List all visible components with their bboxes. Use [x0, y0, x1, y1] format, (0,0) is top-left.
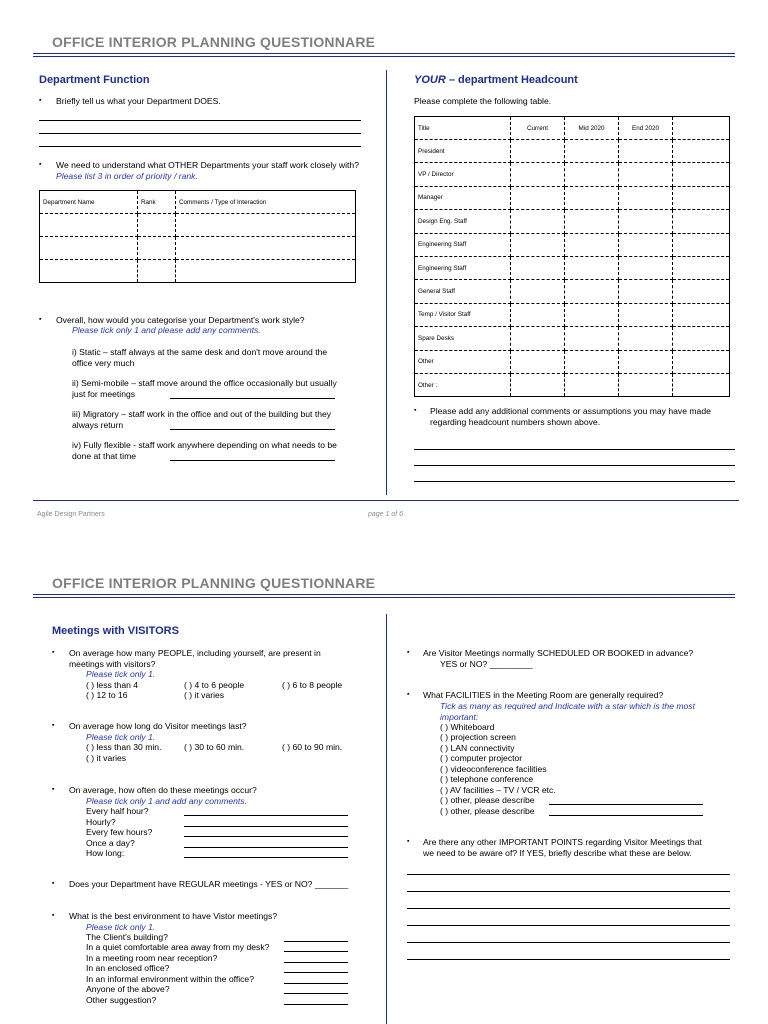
frequency-hint: Please tick only 1 and add any comments. — [86, 796, 247, 806]
headcount-intro: Please complete the following table. — [414, 96, 552, 106]
option-6-to-8[interactable]: ( ) 6 to 8 people — [282, 680, 343, 690]
answer-line[interactable] — [184, 836, 348, 837]
headcount-row — [415, 186, 730, 209]
facility-projector[interactable]: ( ) computer projector — [440, 753, 523, 763]
col-header: Title — [415, 117, 511, 140]
headcount-cell[interactable] — [511, 233, 565, 256]
headcount-cell[interactable] — [619, 140, 673, 163]
environment-option[interactable]: In an informal environment within the office? — [86, 974, 254, 984]
answer-line[interactable] — [284, 972, 348, 973]
q-dept-does: Briefly tell us what your Department DOES. — [56, 96, 221, 106]
table-cell[interactable] — [138, 237, 176, 260]
answer-line[interactable] — [407, 959, 730, 960]
headcount-cell[interactable] — [673, 280, 730, 303]
headcount-cell[interactable] — [511, 256, 565, 279]
footer-page-number: page 1 of 6 — [368, 511, 404, 518]
title-rule-bottom — [33, 597, 735, 598]
headcount-cell[interactable] — [565, 256, 619, 279]
q-meeting-frequency: On average, how often do these meetings occur? — [69, 785, 257, 795]
answer-line[interactable] — [184, 857, 348, 858]
answer-line[interactable] — [284, 1004, 348, 1005]
facility-telephone[interactable]: ( ) telephone conference — [440, 774, 534, 784]
answer-line[interactable] — [407, 908, 730, 909]
answer-line[interactable] — [549, 815, 703, 816]
facility-lan[interactable]: ( ) LAN connectivity — [440, 743, 515, 753]
answer-line[interactable] — [407, 925, 730, 926]
q-work-style-hint: Please tick only 1 and please add any comments. — [72, 325, 261, 335]
column-divider — [386, 614, 387, 1024]
headcount-cell[interactable] — [511, 373, 565, 396]
row-title: Engineering Staff — [415, 256, 511, 279]
style-option-static[interactable]: i) Static – staff always at the same desk and don't move around the office very much — [72, 347, 328, 368]
answer-line[interactable] — [184, 826, 348, 827]
headcount-row — [415, 140, 730, 163]
headcount-cell[interactable] — [565, 210, 619, 233]
bullet-icon: ▪ — [407, 649, 410, 656]
environment-option[interactable]: In a quiet comfortable area away from my desk? — [86, 942, 270, 952]
headcount-cell[interactable] — [565, 233, 619, 256]
q-other-depts: We need to understand what OTHER Departments your staff work closely with? Please list 3 in order of priority / rank. — [56, 160, 359, 181]
headcount-cell[interactable] — [565, 350, 619, 373]
answer-line[interactable] — [284, 983, 348, 984]
table-cell[interactable] — [176, 214, 356, 237]
q-scheduled: Are Visitor Meetings normally SCHEDULED OR BOOKED in advance? YES or NO? _________ — [423, 648, 694, 669]
headcount-cell[interactable] — [619, 327, 673, 350]
row-title: Spare Desks — [415, 327, 511, 350]
col-header: Department Name — [40, 191, 138, 214]
headcount-cell[interactable] — [619, 303, 673, 326]
answer-line[interactable] — [284, 941, 348, 942]
visitors-heading: Meetings with VISITORS — [52, 625, 179, 637]
col-header: Comments / Type of Interaction — [176, 191, 356, 214]
headcount-row — [415, 163, 730, 186]
bullet-icon: ▪ — [414, 407, 417, 414]
option-it-varies[interactable]: ( ) it varies — [184, 690, 225, 700]
option-less-than-30[interactable]: ( ) less than 30 min. — [86, 742, 162, 752]
frequency-option[interactable]: Hourly? — [86, 817, 116, 827]
title-rule-top — [33, 594, 735, 595]
headcount-cell[interactable] — [619, 256, 673, 279]
headcount-cell[interactable] — [673, 163, 730, 186]
environment-option[interactable]: In an enclosed office? — [86, 963, 170, 973]
table-cell[interactable] — [138, 260, 176, 283]
row-title: General Staff — [415, 280, 511, 303]
tick-only-one-hint: Please tick only 1. — [86, 732, 156, 742]
headcount-cell[interactable] — [673, 140, 730, 163]
headcount-row — [415, 303, 730, 326]
headcount-cell[interactable] — [673, 256, 730, 279]
answer-line[interactable] — [170, 398, 335, 399]
headcount-row — [415, 350, 730, 373]
headcount-cell[interactable] — [565, 140, 619, 163]
answer-line[interactable] — [284, 951, 348, 952]
headcount-cell[interactable] — [619, 350, 673, 373]
q-people: On average how many PEOPLE, including yourself, are present in meetings with visitors? — [69, 648, 321, 669]
headcount-cell[interactable] — [673, 186, 730, 209]
headcount-cell[interactable] — [511, 280, 565, 303]
q-environment: What is the best environment to have Vistor meetings? — [69, 911, 278, 921]
row-title: Design Eng. Staff — [415, 210, 511, 233]
headcount-cell[interactable] — [511, 163, 565, 186]
environment-option[interactable]: In a meeting room near reception? — [86, 953, 218, 963]
column-divider — [386, 70, 387, 495]
headcount-cell[interactable] — [565, 327, 619, 350]
facility-other[interactable]: ( ) other, please describe — [440, 795, 535, 805]
headcount-cell[interactable] — [565, 303, 619, 326]
option-less-than-4[interactable]: ( ) less than 4 — [86, 680, 139, 690]
option-12-to-16[interactable]: ( ) 12 to 16 — [86, 690, 128, 700]
option-30-to-60[interactable]: ( ) 30 to 60 min. — [184, 742, 245, 752]
title-rule-top — [33, 53, 735, 54]
q-important-points: Are there any other IMPORTANT POINTS regarding Visitor Meetings that we need to be aware of? If YES, briefly describe what these are below. — [423, 837, 702, 858]
answer-line[interactable] — [184, 815, 348, 816]
bullet-icon: ▪ — [39, 97, 42, 104]
table-cell[interactable] — [176, 260, 356, 283]
table-cell[interactable] — [176, 237, 356, 260]
bullet-icon: ▪ — [39, 316, 42, 323]
headcount-cell[interactable] — [619, 373, 673, 396]
headcount-cell[interactable] — [511, 327, 565, 350]
facilities-hint: Tick as many as required and Indicate with a star which is the most important: — [440, 701, 695, 722]
headcount-cell[interactable] — [673, 327, 730, 350]
bullet-icon: ▪ — [52, 786, 55, 793]
style-option-flexible[interactable]: iv) Fully flexible - staff work anywhere depending on what needs to be done at that time — [72, 440, 337, 461]
bullet-icon: ▪ — [407, 691, 410, 698]
answer-line[interactable] — [184, 847, 348, 848]
style-option-migratory[interactable]: iii) Migratory – staff work in the office and out of the building but they always return — [72, 409, 332, 430]
headcount-cell[interactable] — [511, 186, 565, 209]
headcount-heading: YOUR – department Headcount — [414, 74, 578, 86]
headcount-cell[interactable] — [511, 303, 565, 326]
answer-line[interactable] — [414, 481, 735, 482]
other-depts-table — [39, 190, 356, 283]
tick-only-one-hint: Please tick only 1. — [86, 669, 156, 679]
headcount-row — [415, 327, 730, 350]
headcount-cell[interactable] — [673, 373, 730, 396]
headcount-cell[interactable] — [619, 186, 673, 209]
answer-line[interactable] — [170, 460, 335, 461]
answer-line[interactable] — [407, 874, 730, 875]
headcount-cell[interactable] — [673, 233, 730, 256]
bullet-icon: ▪ — [52, 880, 55, 887]
bullet-icon: ▪ — [39, 161, 42, 168]
row-title: President — [415, 140, 511, 163]
footer-rule — [33, 500, 739, 501]
environment-option[interactable]: The Client's building? — [86, 932, 168, 942]
headcount-row — [415, 280, 730, 303]
headcount-row — [415, 210, 730, 233]
row-title: Manager — [415, 186, 511, 209]
facility-whiteboard[interactable]: ( ) Whiteboard — [440, 722, 495, 732]
frequency-option[interactable]: How long: — [86, 848, 125, 858]
q-regular-meetings: Does your Department have REGULAR meetings - YES or NO? _______ — [69, 879, 349, 889]
row-title: VP / Director — [415, 163, 511, 186]
headcount-comments-q: Please add any additional comments or assumptions you may have made regarding headcount numbers shown above. — [430, 406, 711, 427]
answer-line[interactable] — [39, 146, 361, 147]
option-length-varies[interactable]: ( ) it varies — [86, 753, 127, 763]
bullet-icon: ▪ — [52, 649, 55, 656]
tick-only-one-hint: Please tick only 1. — [86, 922, 156, 932]
option-4-to-6[interactable]: ( ) 4 to 6 people — [184, 680, 245, 690]
answer-line[interactable] — [414, 449, 735, 450]
answer-line[interactable] — [414, 465, 735, 466]
facility-videoconference[interactable]: ( ) videoconference facilities — [440, 764, 547, 774]
answer-line[interactable] — [549, 804, 703, 805]
footer-company: Agile Design Partners — [37, 511, 105, 518]
headcount-cell[interactable] — [565, 280, 619, 303]
answer-line[interactable] — [284, 993, 348, 994]
option-60-to-90[interactable]: ( ) 60 to 90 min. — [282, 742, 343, 752]
headcount-cell[interactable] — [673, 210, 730, 233]
q-meeting-length: On average how long do Visitor meetings last? — [69, 721, 247, 731]
frequency-option[interactable]: Every few hours? — [86, 827, 153, 837]
headcount-cell[interactable] — [619, 163, 673, 186]
bullet-icon: ▪ — [52, 722, 55, 729]
headcount-cell[interactable] — [673, 350, 730, 373]
table-cell[interactable] — [40, 260, 138, 283]
title-rule-bottom — [33, 56, 735, 57]
headcount-cell[interactable] — [511, 210, 565, 233]
headcount-cell[interactable] — [619, 210, 673, 233]
q-facilities: What FACILITIES in the Meeting Room are generally required? — [423, 690, 664, 700]
col-header: Mid 2020 — [565, 117, 619, 140]
headcount-cell[interactable] — [511, 350, 565, 373]
facility-other[interactable]: ( ) other, please describe — [440, 806, 535, 816]
headcount-table — [414, 116, 730, 397]
col-header: Current — [511, 117, 565, 140]
headcount-row — [415, 233, 730, 256]
environment-option[interactable]: Other suggestion? — [86, 995, 157, 1005]
frequency-option[interactable]: Every half hour? — [86, 806, 149, 816]
headcount-cell[interactable] — [619, 233, 673, 256]
col-header — [673, 117, 730, 140]
table-cell[interactable] — [40, 214, 138, 237]
bullet-icon: ▪ — [407, 838, 410, 845]
col-header: End 2020 — [619, 117, 673, 140]
answer-line[interactable] — [407, 891, 730, 892]
style-option-semi-mobile[interactable]: ii) Semi-mobile – staff move around the office occasionally but usually just for meetings — [72, 378, 337, 399]
answer-line[interactable] — [39, 120, 361, 121]
col-header: Rank — [138, 191, 176, 214]
row-title: Temp / Visitor Staff — [415, 303, 511, 326]
answer-line[interactable] — [170, 429, 335, 430]
facility-av[interactable]: ( ) AV facilities – TV / VCR etc. — [440, 785, 556, 795]
page2-doc-title: OFFICE INTERIOR PLANNING QUESTIONNARE — [52, 575, 376, 591]
headcount-cell[interactable] — [565, 373, 619, 396]
facility-projection-screen[interactable]: ( ) projection screen — [440, 732, 516, 742]
headcount-cell[interactable] — [565, 186, 619, 209]
dept-function-heading: Department Function — [39, 74, 150, 86]
q-work-style: Overall, how would you categorise your Department's work style? — [56, 315, 305, 325]
row-title: Engineering Staff — [415, 233, 511, 256]
headcount-cell[interactable] — [511, 140, 565, 163]
answer-line[interactable] — [284, 962, 348, 963]
page1-doc-title: OFFICE INTERIOR PLANNING QUESTIONNARE — [52, 34, 376, 50]
q-other-depts-hint: Please list 3 in order of priority / rank. — [56, 170, 198, 181]
frequency-option[interactable]: Once a day? — [86, 838, 135, 848]
answer-line[interactable] — [39, 133, 361, 134]
row-title: Other : — [415, 373, 511, 396]
table-cell[interactable] — [40, 237, 138, 260]
headcount-row — [415, 373, 730, 396]
headcount-cell[interactable] — [673, 303, 730, 326]
environment-option[interactable]: Anyone of the above? — [86, 984, 170, 994]
answer-line[interactable] — [407, 942, 730, 943]
headcount-row — [415, 256, 730, 279]
headcount-cell[interactable] — [565, 163, 619, 186]
bullet-icon: ▪ — [52, 912, 55, 919]
table-cell[interactable] — [138, 214, 176, 237]
row-title: Other — [415, 350, 511, 373]
headcount-cell[interactable] — [619, 280, 673, 303]
